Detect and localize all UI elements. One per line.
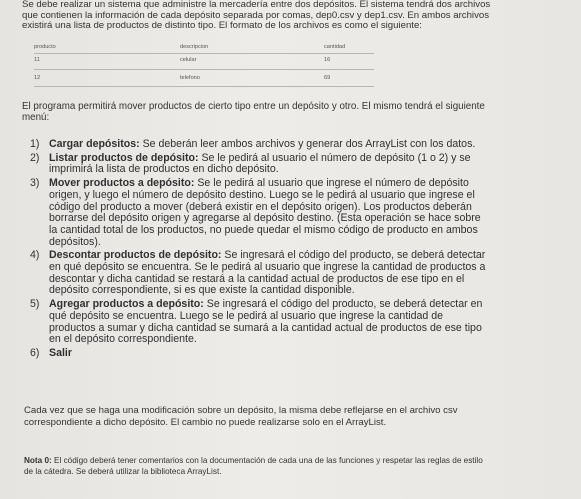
menu-item-salir	[30, 348, 566, 360]
header-producto: producto	[34, 44, 56, 50]
menu-item-text: origen, y luego el número de depósito destino. Luego se le pedirá al usuario que ingrese el	[49, 188, 475, 201]
table-divider	[34, 53, 374, 54]
table-row	[34, 57, 374, 69]
intro-line: que contienen la información de cada depósito separada por comas, dep0.csv y dep1.csv. En ambos archivos	[22, 9, 489, 21]
intro-paragraph	[22, 0, 574, 32]
table-header-row	[34, 44, 374, 53]
cell-cantidad: 69	[324, 75, 331, 81]
outro-line: Cada vez que se haga una modificación sobre un depósito, la misma debe reflejarse en el archivo csv	[24, 405, 458, 416]
intro-line: Se debe realizar un sistema que administre la mercadería entre dos depósitos. El sistema tendrá dos archivos	[22, 0, 491, 10]
menu-intro-paragraph	[22, 101, 562, 123]
menu-item-text: descontar y dicha cantidad se restará a la cantidad actual de productos de ese tipo en el	[49, 272, 465, 285]
menu-item-text: Se ingresará el código del producto, se deberá detectar	[224, 249, 486, 262]
menu-item-title: Salir	[49, 346, 72, 359]
menu-item-title: Agregar productos a depósito:	[49, 298, 204, 311]
menu-item-text: Se deberán leer ambos archivos y generar dos ArrayList con los datos.	[142, 138, 476, 150]
note-line: de la cátedra. Se deberá utilizar la biblioteca ArrayList.	[24, 467, 222, 477]
menu-item-listar-productos	[30, 153, 566, 176]
menu-item-title: Listar productos de depósito:	[49, 151, 199, 164]
menu-item-text: código del producto a mover (deberá existir en el depósito origen). Los productos deberán	[49, 200, 472, 213]
note-label: Nota 0:	[24, 456, 52, 465]
header-cantidad: cantidad	[324, 44, 346, 50]
note-line: El código deberá tener comentarios con la documentación de cada una de las funciones y respetar las reglas de estilo	[54, 456, 483, 465]
menu-item-text: qué depósito se encuentra. Luego se le pedirá al usuario que ingrese la cantidad de	[49, 309, 444, 322]
menu-item-text: Se le pedirá al usuario que ingrese el número de depósito	[197, 177, 469, 190]
menu-item-number: 5)	[30, 298, 40, 311]
menu-item-cargar-depositos	[30, 139, 566, 151]
note-paragraph	[24, 455, 576, 477]
menu-item-text: la cantidad total de los productos, no puede quedar el mismo código de producto en ambos	[49, 223, 478, 236]
menu-intro-line: menú:	[22, 112, 50, 123]
outro-line: correspondiente a dicho depósito. El cambio no puede realizarse solo en el ArrayList.	[24, 416, 387, 428]
menu-item-number: 2)	[30, 151, 40, 164]
menu-intro-line: El programa permitirá mover productos de cierto tipo entre un depósito y otro. El mismo tendrá el siguiente	[22, 101, 485, 112]
menu-item-text: productos a sumar y dicha cantidad se sumará a la cantidad actual de productos de ese tipo	[49, 321, 482, 334]
cell-producto: 12	[34, 75, 41, 81]
menu-item-text: borrarse del depósito origen y agregarse al depósito destino. (Esta operación se hace sobre	[49, 212, 481, 225]
cell-cantidad: 16	[324, 57, 331, 63]
menu-list	[30, 139, 566, 360]
menu-item-title: Cargar depósitos:	[49, 138, 140, 150]
menu-item-text: depósitos).	[49, 235, 101, 248]
menu-item-title: Mover productos a depósito:	[49, 177, 195, 190]
file-format-table	[34, 44, 374, 81]
menu-item-text: Se le pedirá al usuario el número de depósito (1 o 2) y se	[201, 151, 471, 164]
menu-item-text: en el depósito correspondiente.	[49, 333, 197, 346]
menu-item-text: en qué depósito se encuentra. Se le pedirá al usuario que ingrese la cantidad de productos a	[49, 261, 486, 274]
table-divider	[34, 86, 374, 87]
cell-producto: 11	[34, 57, 40, 63]
menu-item-text: depósito correspondiente, si es que existe la cantidad disponible.	[49, 284, 355, 297]
menu-item-number: 1)	[30, 138, 40, 150]
header-descripcion: descripcion	[180, 44, 209, 50]
menu-item-agregar-productos	[30, 299, 566, 346]
menu-item-descontar-productos	[30, 250, 566, 297]
menu-item-mover-productos	[30, 178, 566, 248]
menu-item-text: Se ingresará el código del producto, se deberá detectar en	[206, 298, 483, 311]
cell-descripcion: celular	[180, 57, 197, 63]
menu-item-number: 3)	[30, 177, 40, 190]
menu-item-title: Descontar productos de depósito:	[49, 249, 222, 262]
cell-descripcion: telefono	[180, 75, 200, 81]
outro-paragraph	[24, 405, 564, 428]
menu-item-text: imprimirá la lista de productos en dicho depósito.	[49, 163, 279, 176]
intro-line: existirá una lista de productos de distinto tipo. El formato de los archivos es como el siguiente:	[22, 20, 422, 32]
menu-item-number: 4)	[30, 249, 40, 262]
menu-item-number: 6)	[30, 346, 40, 359]
table-divider	[34, 69, 374, 70]
